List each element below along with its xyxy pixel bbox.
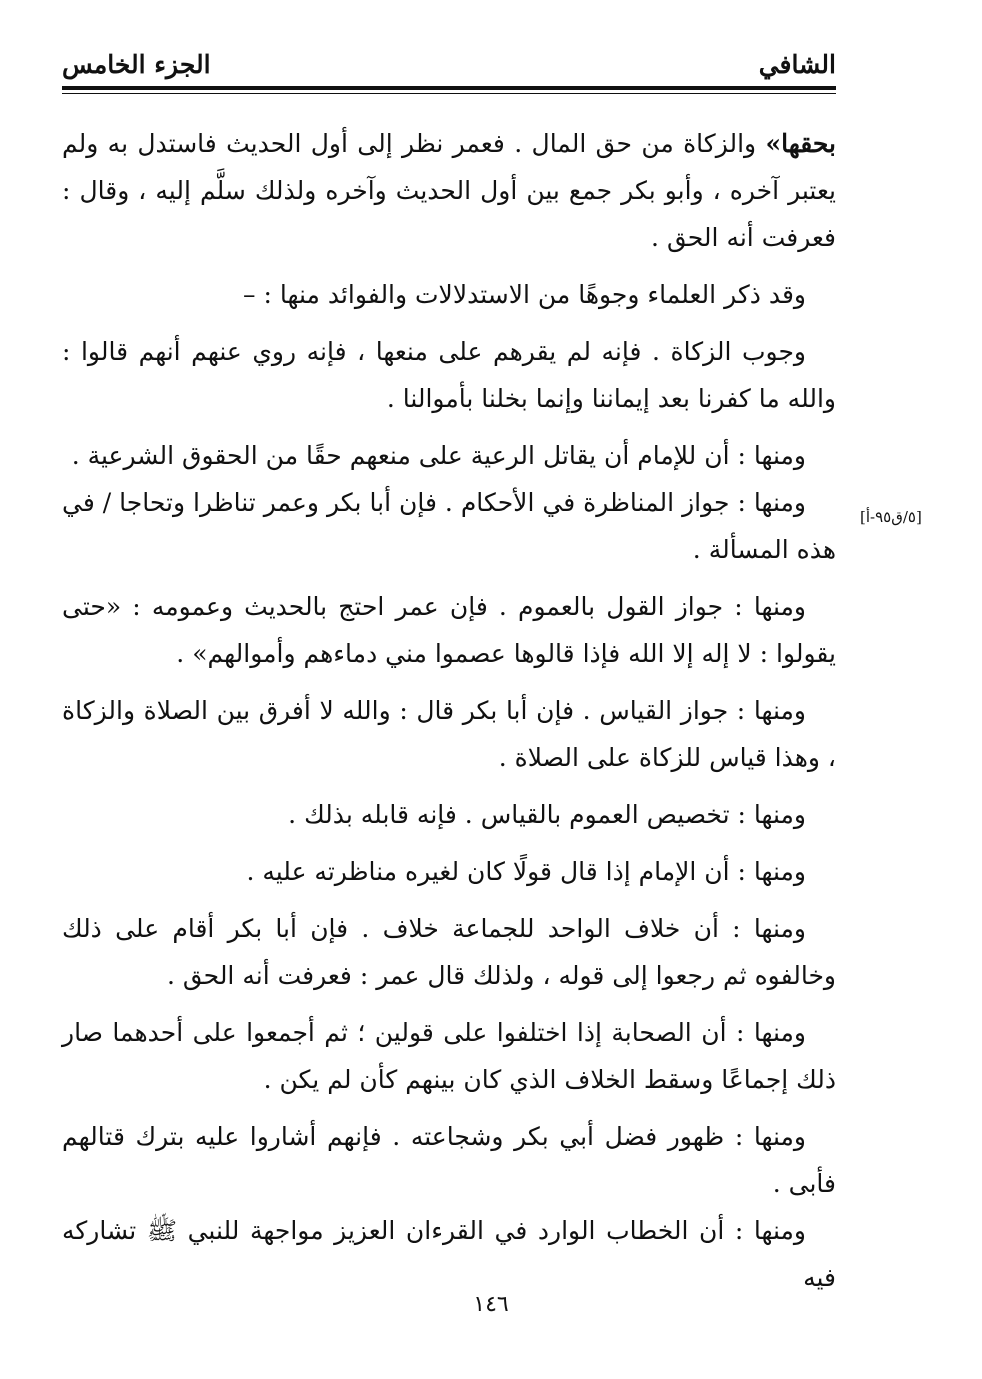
paragraph: ومنها : أن الصحابة إذا اختلفوا على قولين ؛ ثم أجمعوا على أحدهما صار ذلك إجماعًا وسقط الخلاف الذي كان بينهم كأن لم يكن . [62,1018,836,1094]
bold-lead-word: بحقها» [765,129,836,158]
page-number: ١٤٦ [473,1292,509,1317]
paragraph: ومنها : تخصيص العموم بالقياس . فإنه قابله بذلك . [288,800,806,829]
paragraph: ومنها : أن خلاف الواحد للجماعة خلاف . فإن أبا بكر أقام على ذلك وخالفوه ثم رجعوا إلى قوله ، ولذلك قال عمر : فعرفت أنه الحق . [62,914,836,990]
paragraph: ومنها : أن للإمام أن يقاتل الرعية على منعهم حقًا من الحقوق الشرعية . [71,441,806,470]
volume-label: الجزء الخامس [62,50,211,79]
paragraph-text: والزكاة من حق المال . فعمر نظر إلى أول الحديث فاستدل به ولم يعتبر آخره ، وأبو بكر جمع بين أول الحديث وآخره ولذلك سلَّم إليه ، وقال : فعرفت أنه الحق . [62,129,836,252]
paragraph: وجوب الزكاة . فإنه لم يقرهم على منعها ، فإنه روي عنهم أنهم قالوا : والله ما كفرنا بعد إيماننا وإنما بخلنا بأموالنا . [62,337,836,413]
body-text [62,120,836,1311]
paragraph: ومنها : أن الإمام إذا قال قولًا كان لغيره مناظرته عليه . [246,857,806,886]
header-rule-thin [62,93,836,94]
manuscript-folio-note: [٥/ق٩٥-أ] [860,508,922,526]
paragraph: وقد ذكر العلماء وجوهًا من الاستدلالات والفوائد منها : – [243,280,806,309]
header-rule-thick [62,86,836,90]
book-title: الشافي [758,50,836,79]
paragraph [62,120,836,261]
paragraph: ومنها : أن الخطاب الوارد في القرءان العزيز مواجهة للنبي ﷺ تشاركه فيه [62,1216,836,1292]
paragraph: ومنها : جواز القول بالعموم . فإن عمر احتج بالحديث وعمومه : «حتى يقولوا : لا إله إلا الله فإذا قالوها عصموا مني دماءهم وأموالهم» . [62,592,836,668]
running-header [62,42,836,82]
paragraph: ومنها : جواز المناظرة في الأحكام . فإن أبا بكر وعمر تناظرا وتحاجا / في هذه المسألة . [62,488,836,564]
paragraph: ومنها : ظهور فضل أبي بكر وشجاعته . فإنهم أشاروا عليه بترك قتالهم فأبى . [62,1122,836,1198]
paragraph: ومنها : جواز القياس . فإن أبا بكر قال : والله لا أفرق بين الصلاة والزكاة ، وهذا قياس للزكاة على الصلاة . [62,696,836,772]
